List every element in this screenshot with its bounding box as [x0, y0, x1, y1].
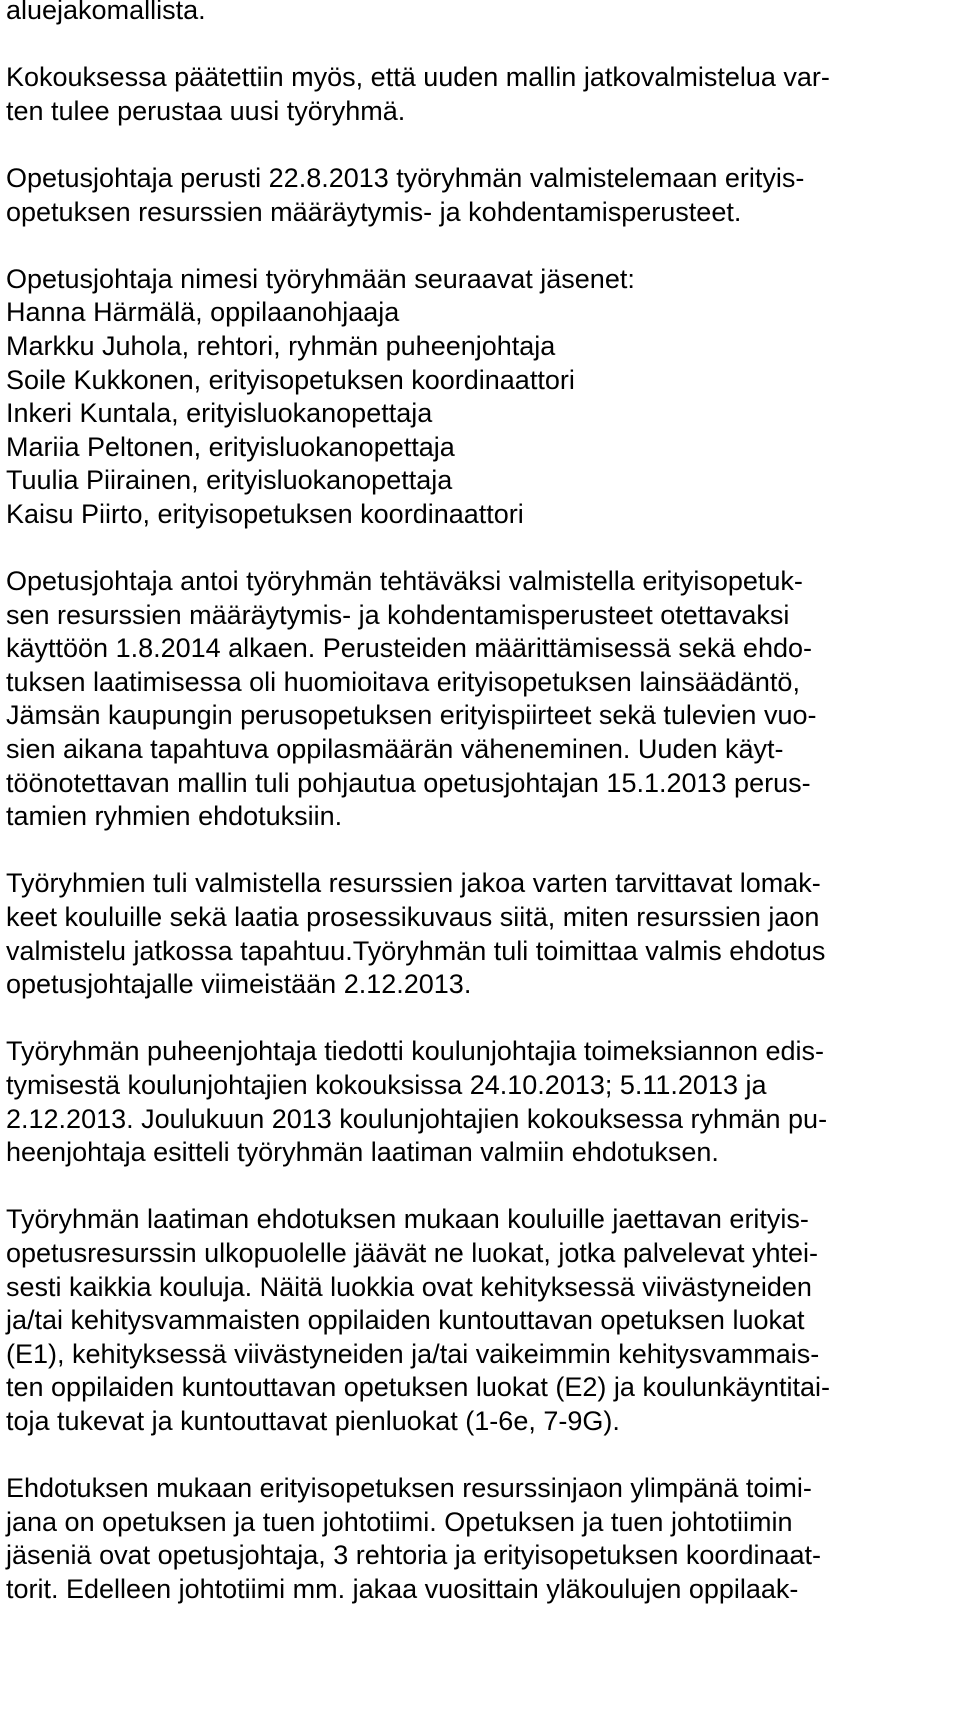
text-line: Hanna Härmälä, oppilaanohjaaja [6, 297, 400, 328]
text-line: opetusresurssin ulkopuolelle jäävät ne luokat, jotka palvelevat yhtei- [6, 1237, 818, 1268]
text-line: Opetusjohtaja perusti 22.8.2013 työryhmän valmistelemaan erityis- [6, 162, 805, 193]
text-line: Kokouksessa päätettiin myös, että uuden mallin jatkovalmistelua var- [6, 62, 830, 93]
text-line: torit. Edelleen johtotiimi mm. jakaa vuosittain yläkoulujen oppilaak- [6, 1573, 799, 1604]
text-line: heenjohtaja esitteli työryhmän laatiman valmiin ehdotuksen. [6, 1137, 719, 1168]
text-line: Inkeri Kuntala, erityisluokanopettaja [6, 398, 433, 429]
paragraph [6, 61, 950, 128]
text-line: Markku Juhola, rehtori, ryhmän puheenjohtaja [6, 330, 556, 361]
text-line: 2.12.2013. Joulukuun 2013 koulunjohtajien kokouksessa ryhmän pu- [6, 1103, 828, 1134]
text-line: Mariia Peltonen, erityisluokanopettaja [6, 431, 455, 462]
text-line: ja/tai kehitysvammaisten oppilaiden kuntouttavan opetuksen luokat [6, 1305, 805, 1336]
paragraph-gap [6, 532, 950, 566]
document-body [6, 0, 950, 1607]
text-line: (E1), kehityksessä viivästyneiden ja/tai vaikeimmin kehitysvammais- [6, 1338, 820, 1369]
paragraph-gap [6, 1439, 950, 1473]
text-line: tuksen laatimisessa oli huomioitava erityisopetuksen lainsäädäntö, [6, 666, 800, 697]
text-line: jäseniä ovat opetusjohtaja, 3 rehtoria ja erityisopetuksen koordinaat- [6, 1540, 821, 1571]
paragraph [6, 867, 950, 1001]
text-line: tamien ryhmien ehdotuksiin. [6, 801, 343, 832]
text-line: Jämsän kaupungin perusopetuksen erityispiirteet sekä tulevien vuo- [6, 700, 817, 731]
paragraph [6, 1035, 950, 1169]
paragraph [6, 565, 950, 834]
text-line: käyttöön 1.8.2014 alkaen. Perusteiden määrittämisessä sekä ehdo- [6, 633, 812, 664]
text-line: ten oppilaiden kuntouttavan opetuksen luokat (E2) ja koulunkäyntitai- [6, 1372, 831, 1403]
paragraph-gap [6, 1002, 950, 1036]
text-line: Työryhmien tuli valmistella resurssien jakoa varten tarvittavat lomak- [6, 868, 821, 899]
text-line: ten tulee perustaa uusi työryhmä. [6, 95, 406, 126]
text-line: sesti kaikkia kouluja. Näitä luokkia ovat kehityksessä viivästyneiden [6, 1271, 812, 1302]
text-line: keet kouluille sekä laatia prosessikuvaus siitä, miten resurssien jaon [6, 902, 820, 933]
text-line: Työryhmän puheenjohtaja tiedotti koulunjohtajia toimeksiannon edis- [6, 1036, 825, 1067]
text-line: aluejakomallista. [6, 0, 206, 25]
text-line: Tuulia Piirainen, erityisluokanopettaja [6, 465, 453, 496]
text-line: opetuksen resurssien määräytymis- ja kohdentamisperusteet. [6, 196, 742, 227]
text-line: sen resurssien määräytymis- ja kohdentamisperusteet otettavaksi [6, 599, 790, 630]
paragraph-gap [6, 834, 950, 868]
paragraph [6, 263, 950, 532]
text-line: töönotettavan mallin tuli pohjautua opetusjohtajan 15.1.2013 perus- [6, 767, 811, 798]
text-line: Opetusjohtaja nimesi työryhmään seuraavat jäsenet: [6, 263, 635, 294]
paragraph-gap [6, 28, 950, 62]
paragraph [6, 0, 950, 28]
text-line: sien aikana tapahtuva oppilasmäärän väheneminen. Uuden käyt- [6, 734, 784, 765]
text-line: Opetusjohtaja antoi työryhmän tehtäväksi valmistella erityisopetuk- [6, 566, 803, 597]
text-line: toja tukevat ja kuntouttavat pienluokat (1-6e, 7-9G). [6, 1405, 620, 1436]
paragraph-gap [6, 128, 950, 162]
text-line: Kaisu Piirto, erityisopetuksen koordinaattori [6, 498, 524, 529]
paragraph [6, 162, 950, 229]
text-line: valmistelu jatkossa tapahtuu.Työryhmän tuli toimittaa valmis ehdotus [6, 935, 826, 966]
paragraph-gap [6, 229, 950, 263]
text-line: Työryhmän laatiman ehdotuksen mukaan kouluille jaettavan erityis- [6, 1204, 809, 1235]
paragraph-gap [6, 1170, 950, 1204]
text-line: Soile Kukkonen, erityisopetuksen koordinaattori [6, 364, 575, 395]
paragraph [6, 1203, 950, 1438]
text-line: opetusjohtajalle viimeistään 2.12.2013. [6, 969, 472, 1000]
text-line: jana on opetuksen ja tuen johtotiimi. Opetuksen ja tuen johtotiimin [6, 1506, 793, 1537]
paragraph [6, 1472, 950, 1606]
text-line: tymisestä koulunjohtajien kokouksissa 24.10.2013; 5.11.2013 ja [6, 1070, 767, 1100]
text-line: Ehdotuksen mukaan erityisopetuksen resurssinjaon ylimpänä toimi- [6, 1473, 812, 1504]
